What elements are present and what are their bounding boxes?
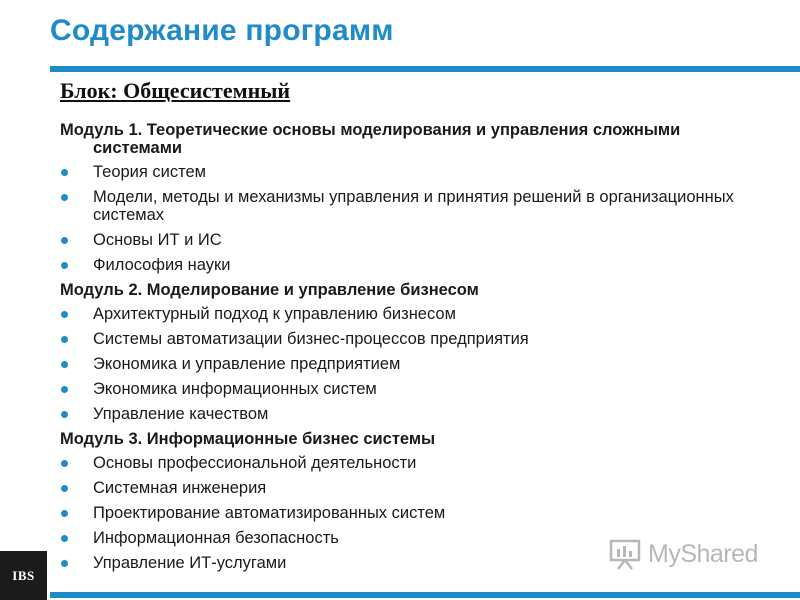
- list-item-text: Архитектурный подход к управлению бизнесом: [93, 305, 456, 323]
- ibs-logo: IBS: [0, 551, 47, 600]
- list-item: [60, 188, 740, 224]
- list-item: [60, 405, 740, 423]
- list-item: [60, 380, 740, 398]
- list-item: [60, 504, 740, 522]
- bullet-icon: [61, 535, 68, 542]
- modules-content: [60, 121, 740, 579]
- list-item-text: Философия науки: [93, 256, 231, 274]
- list-item: [60, 479, 740, 497]
- bullet-icon: [61, 485, 68, 492]
- bullet-icon: [61, 336, 68, 343]
- list-item: [60, 355, 740, 373]
- watermark-text: MyShared: [648, 539, 758, 568]
- list-item-text: Теория систем: [93, 163, 207, 181]
- bullet-icon: [61, 361, 68, 368]
- bullet-icon: [61, 510, 68, 517]
- list-item: [60, 163, 740, 181]
- module-title-text: Модуль 1. Теоретические основы моделирования и управления сложными системами: [60, 121, 681, 157]
- list-item-text: Управление качеством: [93, 405, 269, 423]
- slide-title: Содержание программ: [50, 14, 394, 47]
- list-item-text: Информационная безопасность: [93, 529, 339, 547]
- bullet-icon: [61, 411, 68, 418]
- list-item: [60, 454, 740, 472]
- presentation-board-icon: [608, 537, 642, 571]
- bullet-icon: [61, 311, 68, 318]
- block-heading: Блок: Общесистемный: [60, 78, 291, 103]
- module-title-text: Модуль 3. Информационные бизнес системы: [60, 430, 436, 448]
- list-item: [60, 330, 740, 348]
- module-1-title: [60, 121, 740, 157]
- list-item: [60, 305, 740, 323]
- top-divider: [50, 66, 800, 72]
- bullet-icon: [61, 262, 68, 269]
- myshared-watermark[interactable]: [608, 536, 758, 572]
- list-item-text: Системы автоматизации бизнес-процессов предприятия: [93, 330, 529, 348]
- bottom-divider: [50, 592, 800, 598]
- list-item-text: Проектирование автоматизированных систем: [93, 504, 446, 522]
- module-3-title: [60, 430, 740, 448]
- module-2-items: [60, 305, 740, 423]
- list-item-text: Управление ИТ-услугами: [93, 554, 287, 572]
- list-item-text: Модели, методы и механизмы управления и принятия решений в организационных системах: [93, 188, 734, 224]
- list-item-text: Системная инженерия: [93, 479, 267, 497]
- list-item-text: Экономика информационных систем: [93, 380, 377, 398]
- bullet-icon: [61, 386, 68, 393]
- list-item: [60, 256, 740, 274]
- list-item-text: Основы профессиональной деятельности: [93, 454, 417, 472]
- bullet-icon: [61, 560, 68, 567]
- bullet-icon: [61, 194, 68, 201]
- list-item: [60, 231, 740, 249]
- module-1-items: [60, 163, 740, 274]
- module-title-text: Модуль 2. Моделирование и управление бизнесом: [60, 281, 479, 299]
- bullet-icon: [61, 169, 68, 176]
- list-item-text: Основы ИТ и ИС: [93, 231, 222, 249]
- bullet-icon: [61, 237, 68, 244]
- bullet-icon: [61, 460, 68, 467]
- list-item-text: Экономика и управление предприятием: [93, 355, 401, 373]
- module-2-title: [60, 281, 740, 299]
